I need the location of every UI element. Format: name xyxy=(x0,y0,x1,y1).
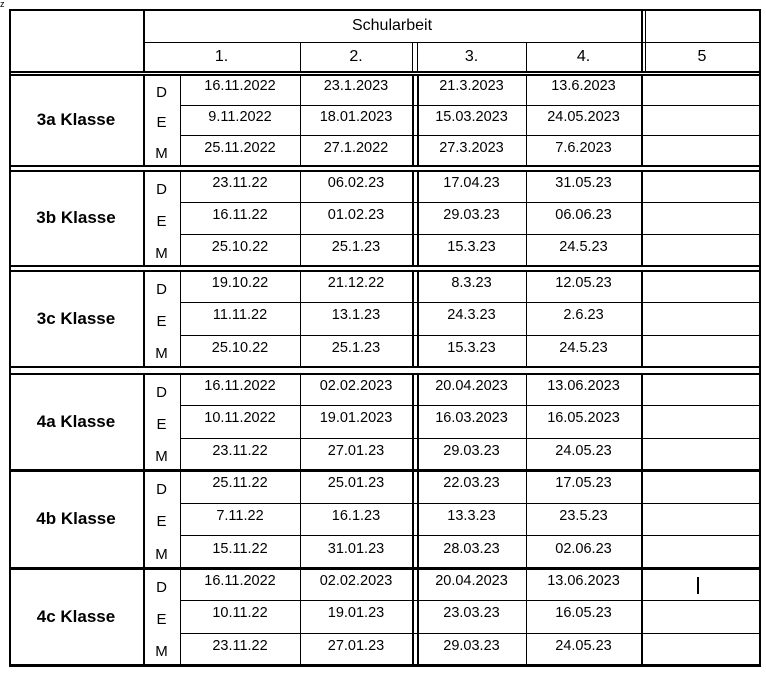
exam-date-cell xyxy=(645,438,759,470)
class-label: 3a Klasse xyxy=(36,110,116,129)
subject-label: D xyxy=(156,383,167,401)
exam-date-cell: 8.3.23 xyxy=(451,275,492,292)
exam-date-cell: 21.12.22 xyxy=(327,275,385,292)
class-label: 3c Klasse xyxy=(36,308,116,328)
exam-date-cell: 17.05.23 xyxy=(555,475,612,492)
exam-date-cell: 31.05.23 xyxy=(555,175,612,191)
exam-date-cell: 25.10.22 xyxy=(211,339,269,356)
block-col-line xyxy=(417,74,419,166)
exam-date-cell: 20.04.2023 xyxy=(435,573,508,590)
block-col-line xyxy=(417,170,419,266)
header-column-2: 2. xyxy=(349,47,363,65)
exam-date-cell: 24.5.23 xyxy=(559,239,608,255)
block-top-border xyxy=(9,373,760,375)
exam-date-cell: 24.3.23 xyxy=(447,307,496,324)
header-column-4: 4. xyxy=(576,47,591,65)
subject-label: D xyxy=(156,578,167,596)
subject-label: M xyxy=(155,244,168,262)
block-col-line xyxy=(526,270,527,367)
exam-date-cell: 24.05.23 xyxy=(555,442,612,459)
block-col-line xyxy=(417,470,419,568)
subject-label: E xyxy=(156,212,167,230)
row-divider xyxy=(180,535,760,536)
class-label: 4a Klasse xyxy=(36,411,116,431)
block-col-line xyxy=(300,470,301,568)
exam-date-cell: 28.03.23 xyxy=(443,540,500,557)
exam-date-cell: 29.03.23 xyxy=(443,442,500,459)
block-col-line xyxy=(412,170,414,266)
exam-date-cell: 15.3.23 xyxy=(447,339,496,356)
class-separator xyxy=(9,568,143,569)
subject-label: M xyxy=(155,448,168,466)
block-col-line xyxy=(641,373,643,470)
block-col-line xyxy=(300,74,301,166)
row-divider xyxy=(180,405,760,406)
exam-date-cell: 11.11.22 xyxy=(212,307,268,324)
subject-label: E xyxy=(156,114,167,132)
block-col-line xyxy=(412,373,414,470)
table-bottom-border xyxy=(9,665,761,667)
row-divider xyxy=(180,202,760,203)
row-divider xyxy=(180,633,760,634)
block-col-line xyxy=(300,170,301,266)
exam-date-cell: 23.11.22 xyxy=(212,637,268,654)
block-col-line xyxy=(526,568,527,665)
block-col-line xyxy=(143,270,145,367)
exam-date-cell: 02.06.23 xyxy=(555,540,612,557)
exam-date-cell: 16.11.2022 xyxy=(204,573,276,590)
exam-date-cell: 02.02.2023 xyxy=(319,378,393,395)
subject-label: E xyxy=(156,513,167,531)
block-top-border xyxy=(9,170,760,172)
exam-date-cell xyxy=(645,633,759,665)
block-col-line xyxy=(417,568,419,665)
exam-date-cell: 13.06.2023 xyxy=(547,573,620,590)
block-col-line xyxy=(412,470,414,568)
exam-date-cell: 23.1.2023 xyxy=(323,78,389,95)
block-top-border xyxy=(9,270,760,272)
block-col-line xyxy=(526,74,527,166)
block-col-line xyxy=(300,270,301,367)
row-divider xyxy=(180,600,760,601)
class-separator xyxy=(9,470,143,471)
block-col-line xyxy=(641,74,643,166)
row-divider xyxy=(180,503,760,504)
subject-label: M xyxy=(155,546,168,564)
exam-date-cell: 23.5.23 xyxy=(559,507,608,524)
subject-label: D xyxy=(156,480,167,498)
header-col-line xyxy=(645,9,646,71)
exam-date-cell: 15.11.22 xyxy=(212,540,268,557)
exam-date-cell: 02.02.2023 xyxy=(319,573,393,590)
header-col-line xyxy=(417,42,418,71)
block-col-line xyxy=(143,470,145,568)
exam-date-cell xyxy=(645,170,759,202)
block-col-line xyxy=(526,470,527,568)
block-col-line xyxy=(180,170,181,266)
exam-date-cell: 16.05.23 xyxy=(555,605,612,622)
header-col-line xyxy=(412,42,413,71)
block-col-line xyxy=(143,74,145,166)
exam-date-cell: 13.1.23 xyxy=(331,307,381,324)
exam-date-cell: 24.05.23 xyxy=(555,637,612,654)
header-left-border xyxy=(143,9,145,71)
subject-label: M xyxy=(155,345,168,363)
exam-date-cell: 9.11.2022 xyxy=(208,108,272,125)
exam-date-cell: 06.06.23 xyxy=(555,207,612,223)
exam-date-cell: 29.03.23 xyxy=(443,207,500,223)
block-col-line xyxy=(526,373,527,470)
exam-date-cell: 25.11.22 xyxy=(212,475,268,492)
row-divider xyxy=(180,135,760,136)
exam-date-cell: 19.10.22 xyxy=(211,275,269,292)
exam-date-cell: 16.05.2023 xyxy=(547,410,620,427)
block-col-line xyxy=(412,74,414,166)
row-divider xyxy=(180,234,760,235)
block-bottom-border xyxy=(9,366,760,368)
exam-date-cell: 7.11.22 xyxy=(216,507,264,524)
block-col-line xyxy=(417,373,419,470)
exam-date-cell: 25.11.2022 xyxy=(204,139,276,156)
block-col-line xyxy=(143,373,145,470)
block-col-line xyxy=(300,373,301,470)
block-col-line xyxy=(143,568,145,665)
exam-date-cell: 17.04.23 xyxy=(443,175,500,191)
exam-date-cell: 25.01.23 xyxy=(327,475,385,492)
block-col-line xyxy=(412,270,414,367)
exam-date-cell: 20.04.2023 xyxy=(435,378,508,395)
header-schularbeit: Schularbeit xyxy=(351,16,433,34)
exam-date-cell: 10.11.22 xyxy=(212,605,268,622)
exam-date-cell: 16.1.23 xyxy=(331,507,381,524)
exam-date-cell xyxy=(645,105,759,136)
block-col-line xyxy=(526,170,527,266)
exam-date-cell xyxy=(645,568,759,600)
header-column-5: 5 xyxy=(697,47,707,65)
block-col-line xyxy=(180,470,181,568)
exam-date-cell: 19.01.23 xyxy=(327,605,385,622)
exam-date-cell: 16.11.2022 xyxy=(204,78,276,95)
exam-date-cell: 21.3.2023 xyxy=(439,78,504,95)
subject-label: E xyxy=(156,610,167,628)
header-col-line xyxy=(641,9,643,71)
row-divider xyxy=(180,105,760,106)
exam-date-cell: 15.3.23 xyxy=(447,239,496,255)
exam-date-cell xyxy=(645,405,759,437)
exam-date-cell: 19.01.2023 xyxy=(319,410,393,427)
exam-date-cell: 23.03.23 xyxy=(443,605,500,622)
exam-date-cell: 12.05.23 xyxy=(555,275,612,292)
block-col-line xyxy=(641,470,643,568)
exam-date-cell: 10.11.2022 xyxy=(204,410,276,427)
exam-date-cell xyxy=(645,234,759,266)
exam-date-cell: 22.03.23 xyxy=(443,475,500,492)
block-col-line xyxy=(180,270,181,367)
block-col-line xyxy=(180,74,181,166)
block-top-border xyxy=(9,74,760,76)
exam-date-cell: 16.03.2023 xyxy=(435,410,508,427)
exam-date-cell xyxy=(645,600,759,632)
block-col-line xyxy=(412,568,414,665)
header-column-1: 1. xyxy=(214,47,229,65)
corner-mark: z xyxy=(0,0,5,9)
exam-date-cell: 7.6.2023 xyxy=(555,139,612,156)
row-divider xyxy=(180,438,760,439)
exam-date-cell: 15.03.2023 xyxy=(435,108,508,125)
class-label: 4b Klasse xyxy=(36,509,116,528)
exam-date-cell: 16.11.2022 xyxy=(204,378,276,395)
exam-date-cell xyxy=(645,335,759,367)
block-bottom-border xyxy=(9,165,760,167)
exam-date-cell xyxy=(645,373,759,405)
header-bottom-border xyxy=(9,71,760,73)
block-col-line xyxy=(417,270,419,367)
exam-date-cell: 16.11.22 xyxy=(212,207,268,223)
exam-date-cell xyxy=(645,503,759,536)
subject-label: E xyxy=(156,312,167,330)
exam-date-cell: 31.01.23 xyxy=(327,540,385,557)
subject-label: M xyxy=(155,145,168,163)
block-col-line xyxy=(641,270,643,367)
exam-date-cell: 06.02.23 xyxy=(327,175,385,191)
header-col-line xyxy=(526,42,527,71)
subject-label: D xyxy=(156,83,167,101)
exam-date-cell: 27.1.2022 xyxy=(323,139,389,156)
subject-label: D xyxy=(156,180,167,198)
block-bottom-border xyxy=(9,265,760,267)
row-divider xyxy=(180,335,760,336)
exam-date-cell: 2.6.23 xyxy=(563,307,604,324)
subject-label: D xyxy=(156,280,167,298)
exam-date-cell: 01.02.23 xyxy=(327,207,385,223)
header-divider xyxy=(143,42,760,43)
exam-date-cell: 25.10.22 xyxy=(211,239,269,255)
exam-date-cell: 25.1.23 xyxy=(331,239,381,255)
exam-date-cell xyxy=(645,135,759,166)
header-col-line xyxy=(300,42,301,71)
exam-date-cell: 13.06.2023 xyxy=(547,378,620,395)
block-col-line xyxy=(641,170,643,266)
exam-date-cell: 23.11.22 xyxy=(212,175,268,191)
exam-date-cell xyxy=(645,302,759,334)
exam-date-cell xyxy=(645,202,759,234)
header-column-3: 3. xyxy=(464,47,479,65)
exam-date-cell xyxy=(645,74,759,105)
exam-date-cell: 23.11.22 xyxy=(212,442,268,459)
row-divider xyxy=(180,302,760,303)
exam-date-cell: 29.03.23 xyxy=(443,637,500,654)
block-col-line xyxy=(180,568,181,665)
class-label: 4c Klasse xyxy=(36,606,116,626)
table-right-border xyxy=(759,9,761,666)
subject-label: M xyxy=(155,643,168,661)
text-cursor xyxy=(697,577,699,594)
exam-date-cell: 27.01.23 xyxy=(327,637,385,654)
exam-date-cell: 24.5.23 xyxy=(559,339,608,356)
exam-date-cell xyxy=(645,535,759,568)
exam-date-cell: 27.3.2023 xyxy=(439,139,504,156)
block-col-line xyxy=(641,568,643,665)
table-top-border xyxy=(9,9,760,11)
exam-date-cell: 18.01.2023 xyxy=(319,108,393,125)
block-col-line xyxy=(180,373,181,470)
exam-date-cell: 13.3.23 xyxy=(447,507,496,524)
exam-date-cell: 25.1.23 xyxy=(331,339,381,356)
block-col-line xyxy=(300,568,301,665)
exam-date-cell: 13.6.2023 xyxy=(551,78,616,95)
exam-date-cell xyxy=(645,470,759,503)
exam-date-cell xyxy=(645,270,759,302)
class-label: 3b Klasse xyxy=(36,208,116,227)
subject-label: E xyxy=(156,415,167,433)
exam-date-cell: 27.01.23 xyxy=(327,442,385,459)
block-col-line xyxy=(143,170,145,266)
exam-date-cell: 24.05.2023 xyxy=(547,108,620,125)
